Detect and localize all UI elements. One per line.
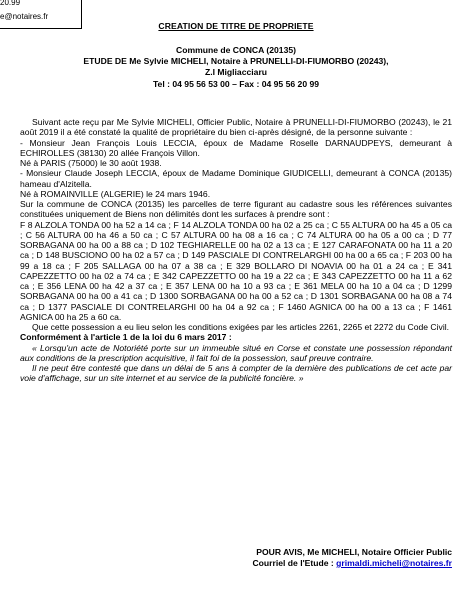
article-heading: Conformément à l'article 1 de la loi du 6 mars 2017 :: [20, 332, 232, 343]
intro-paragraph: Suivant acte reçu par Me Sylvie MICHELI, Officier Public, Notaire à PRUNELLI-DI-FIUMORBO (20243), le 21 août 2019 il a été constaté la qualité de propriétaire du bien ci-après désigné, de la personne suivante :: [20, 117, 452, 138]
etude-line: ETUDE DE Me Sylvie MICHELI, Notaire à PRUNELLI-DI-FIUMORBO (20243),: [83, 56, 389, 67]
commune-line: Commune de CONCA (20135): [175, 45, 297, 55]
email-line: [252, 558, 452, 569]
owner-2-birth: Né à ROMAINVILLE (ALGERIE) le 24 mars 1946.: [20, 188, 211, 199]
law-quote-2: Il ne peut être contesté que dans un délai de 5 ans à compter de la dernière des publications de cet acte par voie d'affichage, sur un site internet et au service de la publicité foncière. »: [20, 363, 452, 384]
signature-block: [252, 547, 452, 569]
email-link[interactable]: grimaldi.micheli@notaires.fr: [336, 558, 452, 568]
notice-header: [20, 45, 452, 90]
parcels-intro: Sur la commune de CONCA (20135) les parcelles de terre figurant au cadastre sous les références suivantes constituées uniquement de Biens non délimités dont les surfaces à prendre sont :: [20, 199, 452, 220]
owner-1-birth: Né à PARIS (75000) le 30 août 1938.: [20, 158, 162, 168]
parcels-list: F 8 ALZOLA TONDA 00 ha 52 a 14 ca ; F 14 ALZOLA TONDA 00 ha 02 a 25 ca ; C 55 ALTURA 00 ha 45 a 05 ca ; C 56 ALTURA 00 ha 46 a 50 ca ; C 57 ALTURA 00 ha 08 a 16 ca ; C 74 ALTURA 00 ha 05 a 00 ca ; D 77 SORBAGANA 00 ha 00 a 88 ca ; D 102 TEGHIARELLE 00 ha 02 a 13 ca ; E 127 CARAFONATA 00 ha 11 a 20 ca ; D 148 BUSCIONO 00 ha 02 a 57 ca ; D 149 PASCIALE DI CONTRELARGHI 00 ha 00 a 65 ca ; F 203 00 ha 99 a 18 ca ; F 205 SALLAGA 00 ha 07 a 38 ca ; E 329 BOLLARO DI NOAVIA 00 ha 01 a 24 ca ; E 341 CAPEZZETTO 00 ha 02 a 74 ca ; E 342 CAPEZZETTO 00 ha 19 a 22 ca ; E 343 CAPEZZETTO 00 ha 11 a 62 ca ; E 356 LENA 00 ha 42 a 37 ca ; E 357 LENA 00 ha 10 a 93 ca ; E 361 MELA 00 ha 10 a 04 ca ; D 1299 SORBAGANA 00 ha 00 a 41 ca ; D 1300 SORBAGANA 00 ha 00 a 52 ca ; D 1301 SORBAGANA 00 ha 08 a 74 ca ; D 1377 PASCIALE DI CONTRELARGHI 00 ha 04 a 92 ca ; F 1460 AGNICA 00 ha 00 a 13 ca ; F 1461 AGNICA 00 ha 25 a 60 ca.: [20, 219, 452, 322]
phone-line: Tel : 04 95 56 53 00 – Fax : 04 95 56 20 99: [152, 78, 320, 89]
reference-number: 20.99: [0, 0, 21, 7]
signature-line: POUR AVIS, Me MICHELI, Notaire Officier Public: [256, 547, 452, 557]
owner-2: - Monsieur Claude Joseph LECCIA, époux de Madame Dominique GIUDICELLI, demeurant à CONCA (20135) hameau d'Alzitella.: [20, 168, 452, 189]
notice-title: CREATION DE TITRE DE PROPRIETE: [158, 21, 314, 31]
reference-email: e@notaires.fr: [0, 12, 49, 21]
email-label: Courriel de l'Etude :: [252, 558, 337, 568]
law-quote-1: « Lorsqu'un acte de Notoriété porte sur un immeuble situé en Corse et constate une possession répondant aux conditions de la prescription acquisitive, il fait foi de la possession, sauf preuve contraire.: [20, 342, 452, 363]
possession-paragraph: Que cette possession a eu lieu selon les conditions exigées par les articles 2261, 2265 et 2272 du Code Civil.: [32, 322, 450, 332]
address-line: Z.I Migliacciaru: [204, 67, 268, 78]
notice-body: [20, 117, 452, 384]
owner-1: - Monsieur Jean François Louis LECCIA, époux de Madame Roselle DARNAUDPEYS, demeurant à ECHIROLLES (38130) 20 allée François Villon.: [20, 137, 452, 158]
